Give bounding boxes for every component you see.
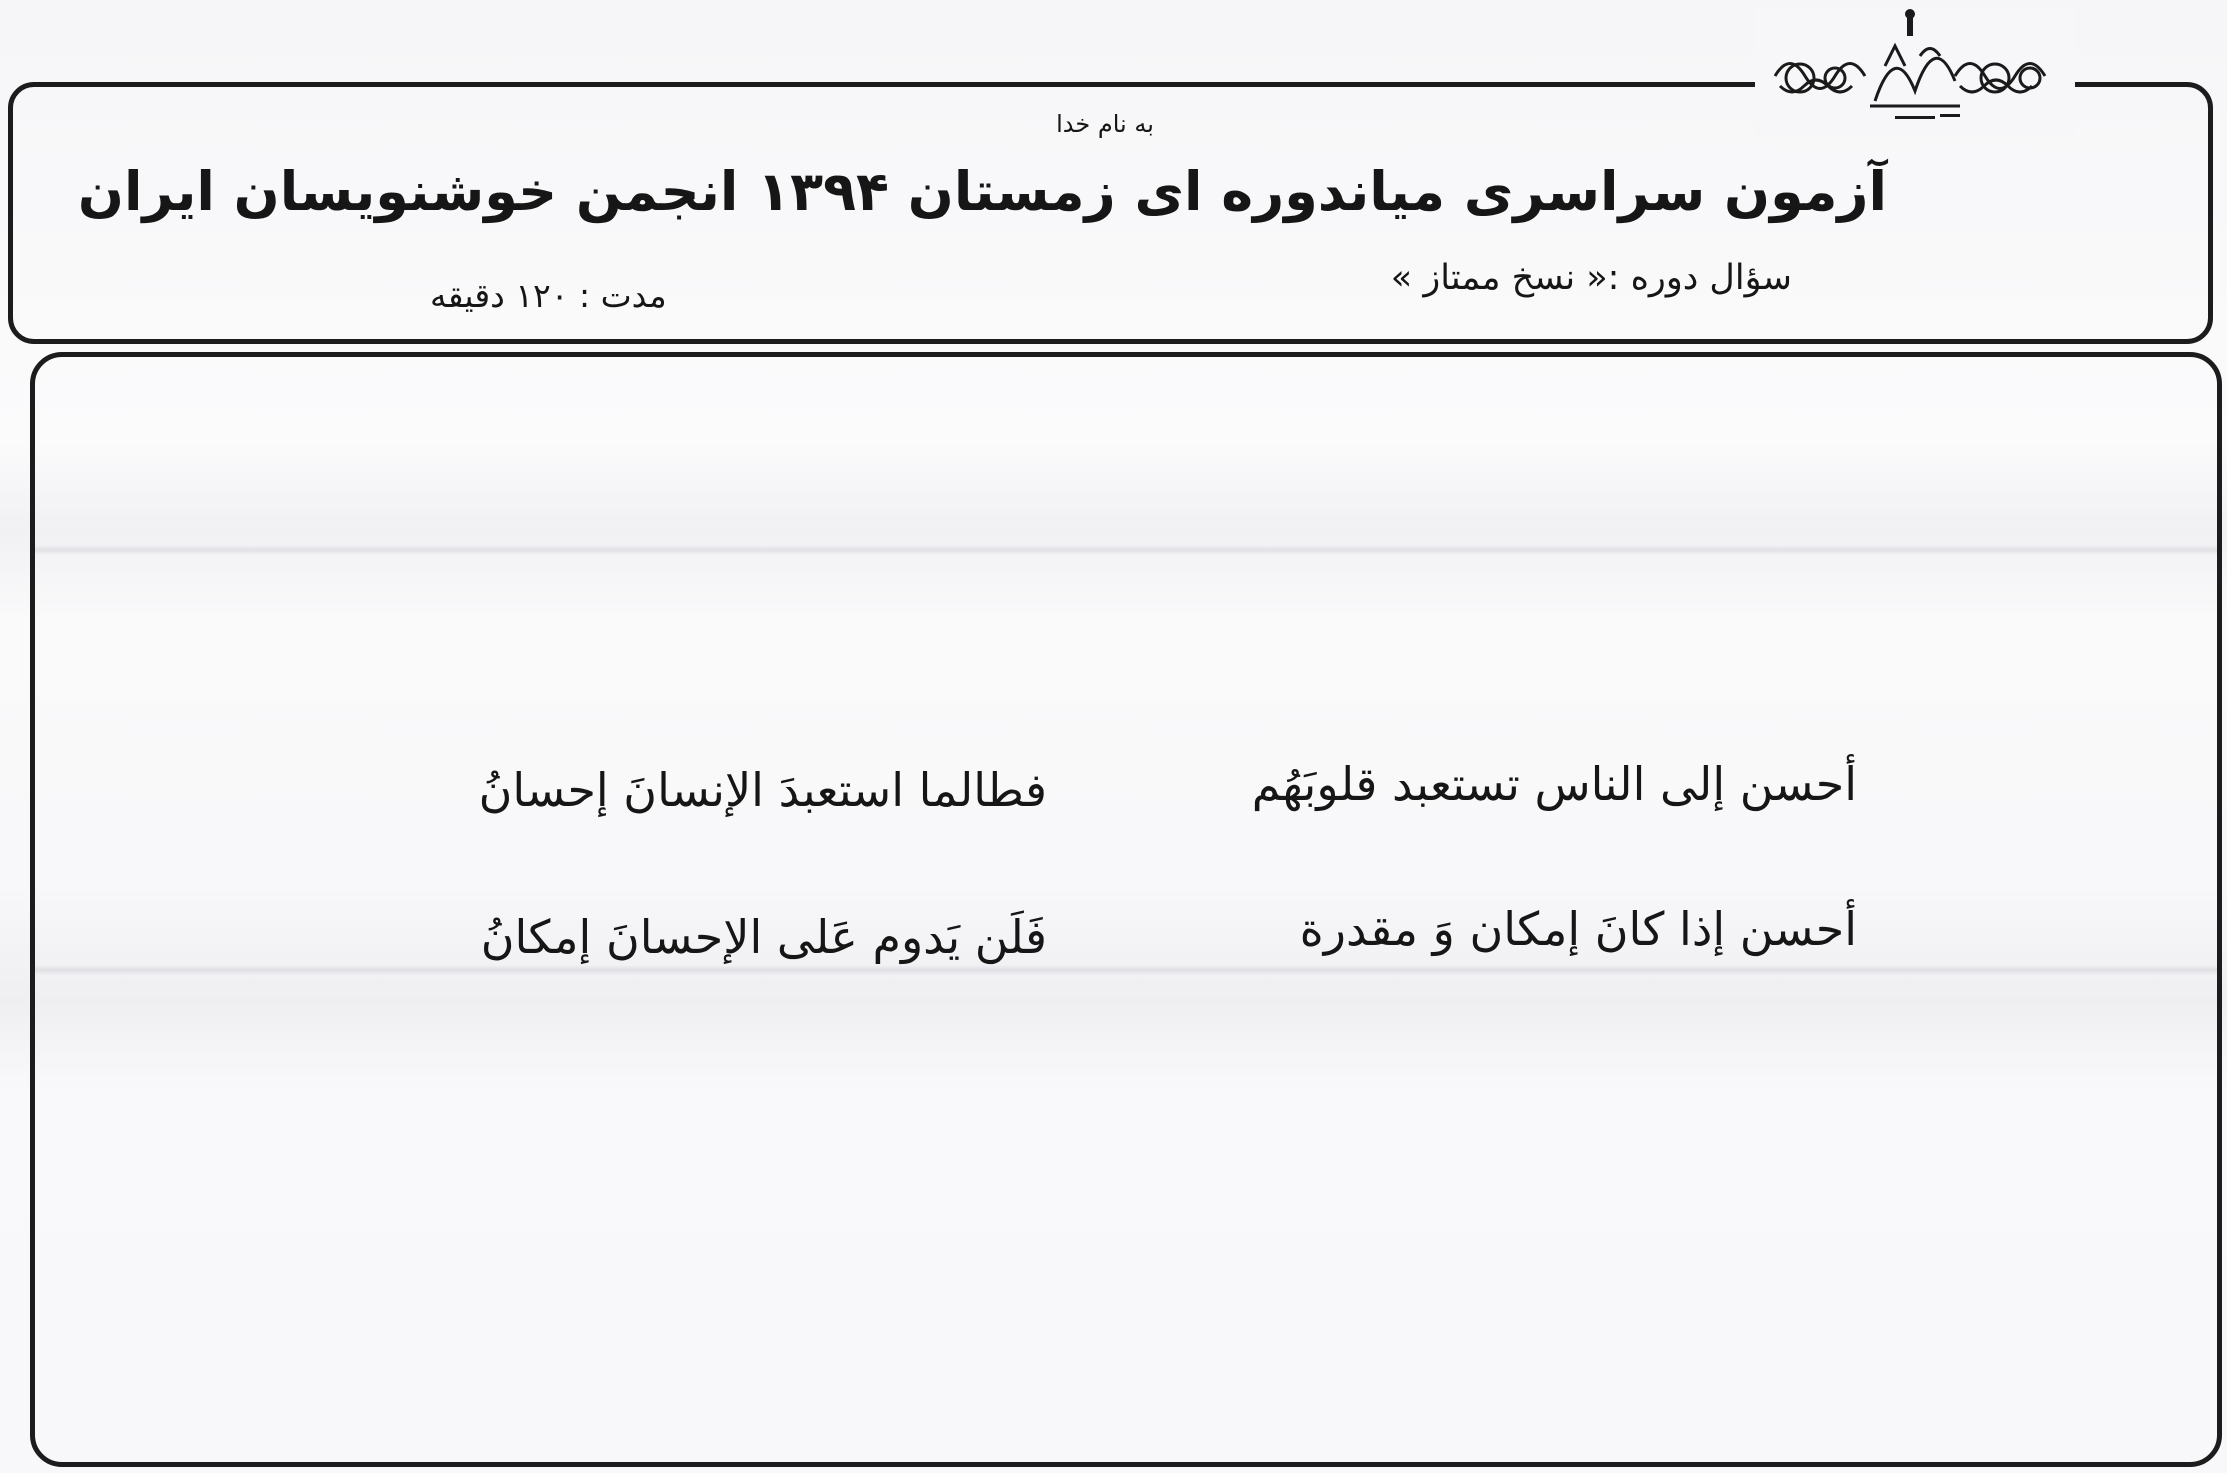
- question-label: سؤال دوره :« نسخ ممتاز »: [1390, 258, 1792, 298]
- body-frame: [30, 352, 2222, 1467]
- basmala: به نام خدا: [1056, 110, 1154, 138]
- verse-2-first-hemistich: أحسن إذا كانَ إمكان وَ مقدرة: [1299, 902, 1857, 956]
- verse-1-first-hemistich: أحسن إلى الناس تستعبد قلوبَهُم: [1251, 757, 1857, 811]
- exam-title: آزمون سراسری میاندوره ای زمستان ۱۳۹۴ انجمن خوشنویسان ایران: [77, 160, 1887, 223]
- calligraphers-association-logo-icon: [1755, 6, 2075, 136]
- verse-1-second-hemistich: فطالما استعبدَ الإنسانَ إحسانُ: [478, 763, 1047, 817]
- duration-label: مدت : ۱۲۰ دقیقه: [430, 276, 667, 315]
- verse-2-second-hemistich: فَلَن يَدوم عَلى الإحسانَ إمكانُ: [480, 910, 1047, 964]
